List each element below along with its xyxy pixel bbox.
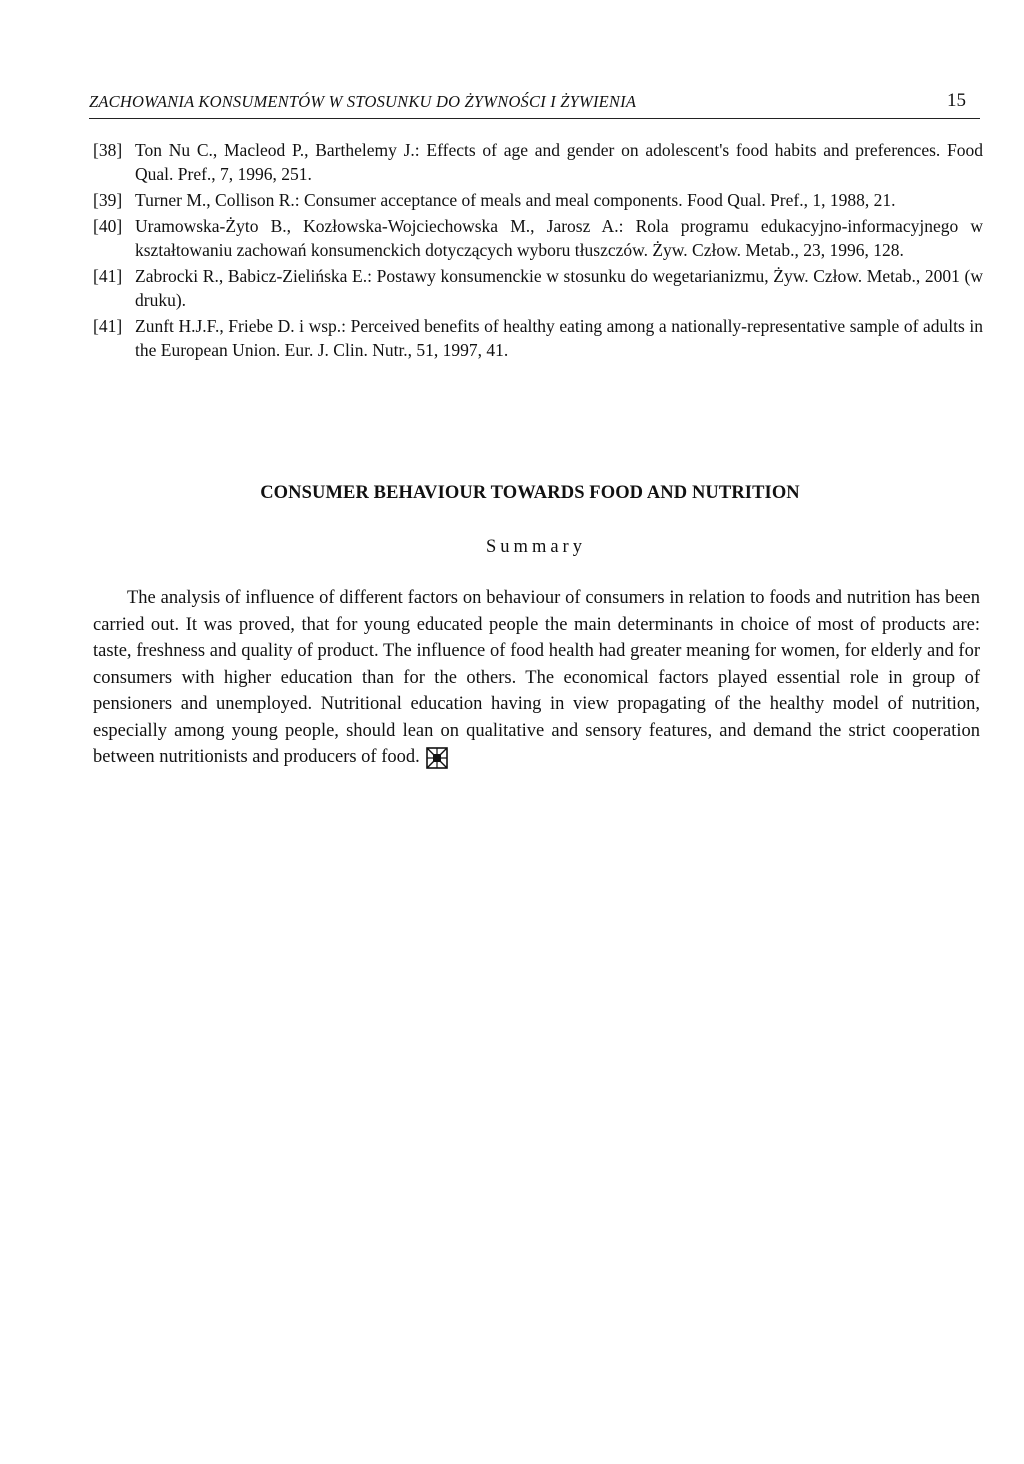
summary-heading: Summary [486,537,586,557]
end-of-article-mark-icon [426,747,448,769]
reference-text: Turner M., Collison R.: Consumer acceptance of meals and meal components. Food Qual. Pref., 1, 1988, 21. [135,190,896,210]
reference-number: [39] [93,190,123,210]
reference-item [93,188,983,212]
reference-number: [41] [93,266,123,286]
summary-text: The analysis of influence of different factors on behaviour of consumers in relation to foods and nutrition has been carried out. It was proved, that for young educated people the main determinants in choice of most of products are: taste, freshness and quality of product. The influence of food health had greater meaning for women, for elderly and for consumers with higher education than for the others. The economical factors played essential role in group of pensioners and unemployed. Nutritional education having in view propagating of the healthy model of nutrition, especially among young people, should lean on qualitative and sensory features, and demand the strict cooperation between nutritionists and producers of food. [93,588,980,767]
reference-text: Uramowska-Żyto B., Kozłowska-Wojciechowska M., Jarosz A.: Rola programu edukacyjno-informacyjnego w kształtowaniu zachowań konsumenckich dotyczących wyboru tłuszczów. Żyw. Człow. Metab., 23, 1996, 128. [135,216,983,260]
running-header [89,92,980,119]
summary-title: CONSUMER BEHAVIOUR TOWARDS FOOD AND NUTRITION [260,483,800,503]
reference-item [93,314,983,362]
summary-paragraph [93,585,980,771]
running-header-title: ZACHOWANIA KONSUMENTÓW W STOSUNKU DO ŻYWNOŚCI I ŻYWIENIA [89,92,637,111]
reference-list [93,138,983,364]
reference-text: Zunft H.J.F., Friebe D. i wsp.: Perceived benefits of healthy eating among a nationally-representative sample of adults in the European Union. Eur. J. Clin. Nutr., 51, 1997, 41. [135,316,983,360]
reference-number: [38] [93,140,123,160]
reference-item [93,264,983,312]
reference-item [93,138,983,186]
reference-number: [40] [93,216,123,236]
reference-text: Zabrocki R., Babicz-Zielińska E.: Postawy konsumenckie w stosunku do wegetarianizmu, Żyw. Człow. Metab., 2001 (w druku). [135,266,983,310]
page-number: 15 [947,90,966,111]
reference-number: [41] [93,316,123,336]
reference-text: Ton Nu C., Macleod P., Barthelemy J.: Effects of age and gender on adolescent's food habits and preferences. Food Qual. Pref., 7, 1996, 251. [135,140,983,184]
reference-item [93,214,983,262]
